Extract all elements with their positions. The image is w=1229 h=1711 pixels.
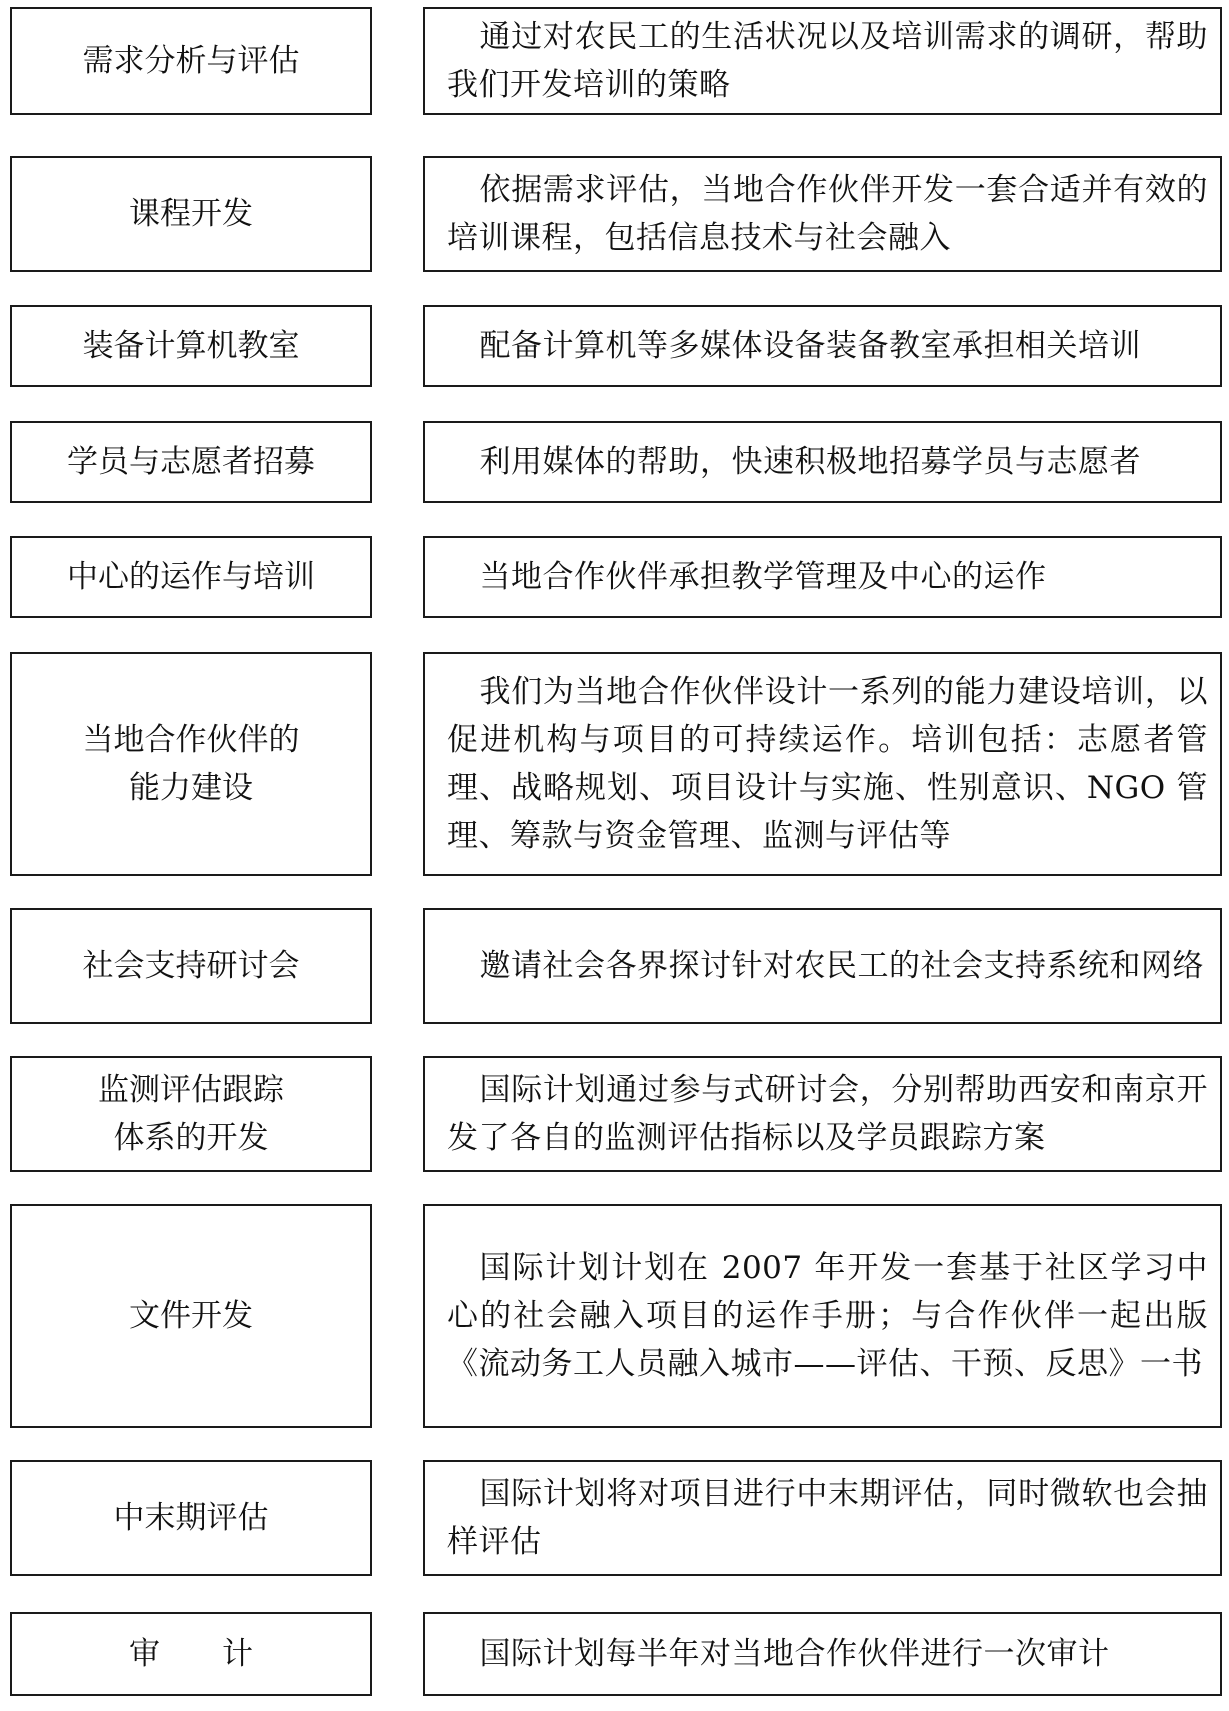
- step-description: [423, 421, 1222, 503]
- step-row: [10, 1204, 1222, 1428]
- step-description-text: 当地合作伙伴承担教学管理及中心的运作: [479, 559, 1047, 595]
- step-description: [423, 1612, 1222, 1696]
- step-description-text: 邀请社会各界探讨针对农民工的社会支持系统和网络: [479, 948, 1205, 984]
- step-description-text: 利用媒体的帮助，快速积极地招募学员与志愿者: [479, 444, 1142, 480]
- step-row: [10, 156, 1222, 272]
- step-row: [10, 908, 1222, 1024]
- step-row: [10, 536, 1222, 618]
- step-label: 课程开发: [10, 156, 372, 272]
- step-description: [423, 7, 1222, 115]
- step-description-text: 国际计划将对项目进行中末期评估，同时微软也会抽样评估: [447, 1476, 1208, 1560]
- step-label: 当地合作伙伴的 能力建设: [10, 652, 372, 876]
- step-row: [10, 1460, 1222, 1576]
- step-row: [10, 1612, 1222, 1696]
- step-row: [10, 7, 1222, 115]
- step-row: [10, 652, 1222, 876]
- step-description: [423, 1460, 1222, 1576]
- step-description-text: 通过对农民工的生活状况以及培训需求的调研，帮助我们开发培训的策略: [447, 19, 1208, 103]
- step-row: [10, 421, 1222, 503]
- step-row: [10, 305, 1222, 387]
- step-description: [423, 305, 1222, 387]
- step-label: 装备计算机教室: [10, 305, 372, 387]
- step-description-text: 配备计算机等多媒体设备装备教室承担相关培训: [479, 328, 1142, 364]
- step-label: 中心的运作与培训: [10, 536, 372, 618]
- step-description-text: 依据需求评估，当地合作伙伴开发一套合适并有效的培训课程，包括信息技术与社会融入: [447, 172, 1208, 256]
- step-description-text: 国际计划每半年对当地合作伙伴进行一次审计: [479, 1636, 1110, 1672]
- step-description-text: 国际计划计划在 2007 年开发一套基于社区学习中心的社会融入项目的运作手册；与合作伙伴一起出版《流动务工人员融入城市——评估、干预、反思》一书: [447, 1250, 1208, 1382]
- step-label: 监测评估跟踪 体系的开发: [10, 1056, 372, 1172]
- step-label: 社会支持研讨会: [10, 908, 372, 1024]
- step-description: [423, 652, 1222, 876]
- step-label: 需求分析与评估: [10, 7, 372, 115]
- step-label: 中末期评估: [10, 1460, 372, 1576]
- step-description-text: 国际计划通过参与式研讨会，分别帮助西安和南京开发了各自的监测评估指标以及学员跟踪方案: [447, 1072, 1208, 1156]
- step-description: [423, 1204, 1222, 1428]
- step-description: [423, 1056, 1222, 1172]
- step-label: 文件开发: [10, 1204, 372, 1428]
- step-label: 审 计: [10, 1612, 372, 1696]
- step-description-text: 我们为当地合作伙伴设计一系列的能力建设培训，以促进机构与项目的可持续运作。培训包括：志愿者管理、战略规划、项目设计与实施、性别意识、NGO 管理、筹款与资金管理、监测与评估等: [447, 674, 1208, 854]
- step-row: [10, 1056, 1222, 1172]
- step-description: [423, 908, 1222, 1024]
- step-label: 学员与志愿者招募: [10, 421, 372, 503]
- step-description: [423, 536, 1222, 618]
- step-description: [423, 156, 1222, 272]
